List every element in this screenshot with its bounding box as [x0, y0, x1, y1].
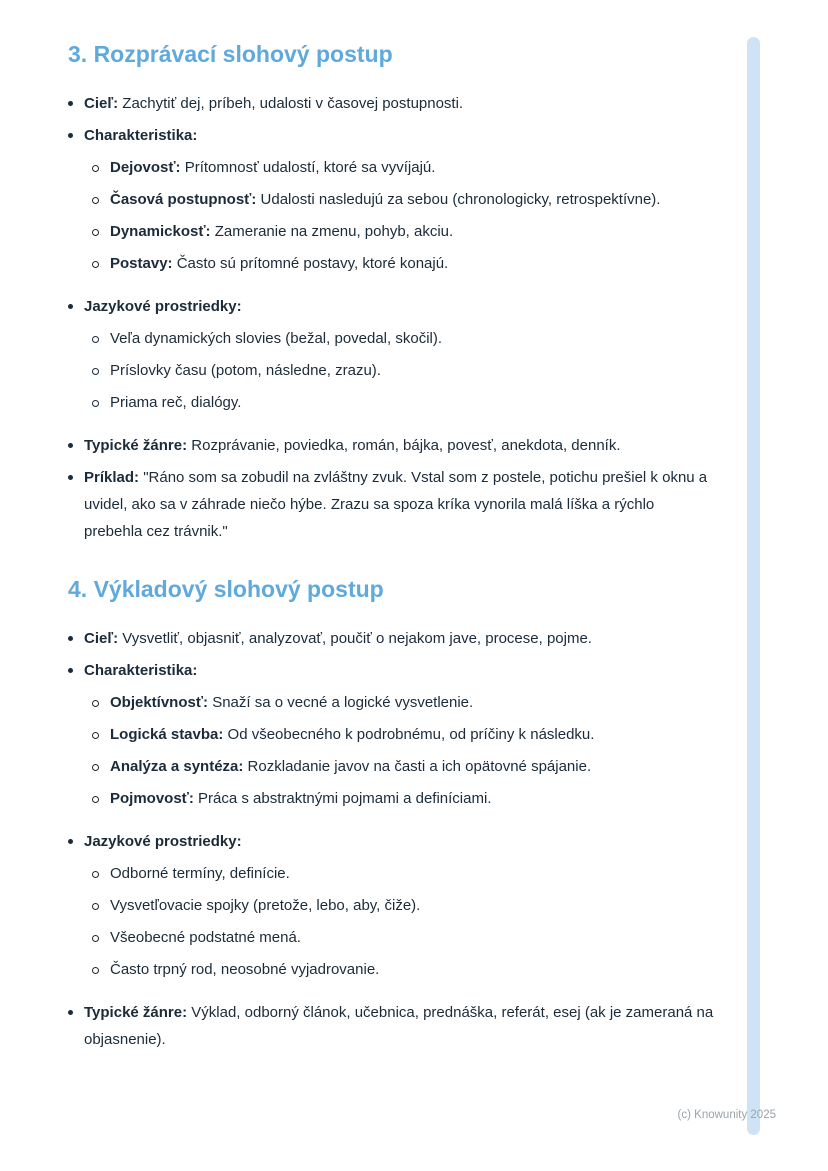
item-label: Dynamickosť: [110, 223, 211, 240]
item-body-text: Od všeobecného k podrobnému, od príčiny k následku. [223, 726, 595, 743]
list-item-text [110, 785, 716, 812]
list-item-text [84, 293, 716, 320]
sub-list [68, 689, 716, 812]
circle-bullet-icon [92, 732, 99, 739]
item-body-text: Zachytiť dej, príbeh, udalosti v časovej postupnosti. [118, 95, 464, 112]
list-item-text [84, 464, 716, 545]
list-item [68, 90, 716, 117]
sub-list-item [92, 753, 716, 780]
sub-list-item [92, 924, 716, 951]
list-item-text [110, 218, 716, 245]
item-body-text: Vysvetľovacie spojky (pretože, lebo, aby, čiže). [110, 897, 421, 914]
item-label: Typické žánre: [84, 437, 188, 454]
side-stripe [747, 37, 760, 1135]
item-label: Jazykové prostriedky: [84, 833, 242, 850]
circle-bullet-icon [92, 336, 99, 343]
list-item-text [110, 325, 716, 352]
bullet-icon [68, 443, 73, 448]
sub-list-item [92, 892, 716, 919]
sub-list [68, 325, 716, 416]
list-item-text [110, 753, 716, 780]
list-item-text [110, 860, 716, 887]
sub-list-item [92, 250, 716, 277]
sub-list [68, 154, 716, 277]
section-heading: 4. Výkladový slohový postup [68, 576, 384, 602]
list-item-text [84, 122, 716, 149]
circle-bullet-icon [92, 871, 99, 878]
sub-list-item [92, 860, 716, 887]
bullet-icon [68, 133, 73, 138]
sub-list-item [92, 218, 716, 245]
bullet-icon [68, 475, 73, 480]
item-label: Logická stavba: [110, 726, 224, 743]
list-item-text [110, 389, 716, 416]
list-item-text [84, 625, 716, 652]
sub-list-item [92, 154, 716, 181]
list-item-text [110, 924, 716, 951]
circle-bullet-icon [92, 700, 99, 707]
item-label: Charakteristika: [84, 662, 198, 679]
item-body-text: Často sú prítomné postavy, ktoré konajú. [172, 255, 449, 272]
sub-list-item [92, 389, 716, 416]
item-body-text: Veľa dynamických slovies (bežal, povedal, skočil). [110, 330, 443, 347]
list-item [68, 828, 716, 855]
item-body-text: Často trpný rod, neosobné vyjadrovanie. [110, 961, 380, 978]
circle-bullet-icon [92, 967, 99, 974]
item-body-text: Príslovky času (potom, následne, zrazu). [110, 362, 381, 379]
circle-bullet-icon [92, 796, 99, 803]
item-label: Charakteristika: [84, 127, 198, 144]
bullet-icon [68, 668, 73, 673]
item-body-text: Snaží sa o vecné a logické vysvetlenie. [208, 694, 474, 711]
circle-bullet-icon [92, 935, 99, 942]
circle-bullet-icon [92, 229, 99, 236]
circle-bullet-icon [92, 261, 99, 268]
list-item [68, 999, 716, 1053]
item-body-text: Práca s abstraktnými pojmami a definíciami. [193, 790, 492, 807]
circle-bullet-icon [92, 368, 99, 375]
list-item-text [110, 956, 716, 983]
item-label: Typické žánre: [84, 1004, 188, 1021]
item-body-text: Prítomnosť udalostí, ktoré sa vyvíjajú. [180, 159, 436, 176]
sub-list-item [92, 721, 716, 748]
circle-bullet-icon [92, 165, 99, 172]
list-item-text [84, 432, 716, 459]
document-section [68, 575, 716, 1053]
item-body-text: Priama reč, dialógy. [110, 394, 242, 411]
item-label: Analýza a syntéza: [110, 758, 244, 775]
sub-list-item [92, 689, 716, 716]
sub-list-item [92, 956, 716, 983]
circle-bullet-icon [92, 903, 99, 910]
bullet-icon [68, 101, 73, 106]
sub-list-item [92, 357, 716, 384]
circle-bullet-icon [92, 197, 99, 204]
item-label: Cieľ: [84, 630, 119, 647]
item-label: Cieľ: [84, 95, 119, 112]
list-item [68, 625, 716, 652]
item-body-text: Výklad, odborný článok, učebnica, prednáška, referát, esej (ak je zameraná na objasnenie). [84, 1004, 714, 1048]
item-body-text: Všeobecné podstatné mená. [110, 929, 301, 946]
item-body-text: Udalosti nasledujú za sebou (chronologicky, retrospektívne). [256, 191, 661, 208]
bullet-icon [68, 636, 73, 641]
item-label: Objektívnosť: [110, 694, 209, 711]
list-item-text [110, 892, 716, 919]
list-item-text [84, 999, 716, 1053]
list-item-text [110, 721, 716, 748]
item-label: Príklad: [84, 469, 140, 486]
circle-bullet-icon [92, 764, 99, 771]
document-content [68, 40, 716, 1061]
item-body-text: "Ráno som sa zobudil na zvláštny zvuk. Vstal som z postele, potichu prešiel k oknu a uvidel, ako sa v záhrade niečo hýbe. Zrazu sa spoza kríka vynorila malá líška a rýchlo prebehla cez trávnik." [84, 469, 708, 540]
sub-list-item [92, 785, 716, 812]
item-body-text: Rozkladanie javov na časti a ich opätovné spájanie. [243, 758, 592, 775]
sub-list-item [92, 186, 716, 213]
list-item [68, 293, 716, 320]
item-label: Postavy: [110, 255, 173, 272]
bullet-icon [68, 839, 73, 844]
list-item-text [84, 828, 716, 855]
item-body-text: Rozprávanie, poviedka, román, bájka, povesť, anekdota, denník. [187, 437, 621, 454]
item-label: Dejovosť: [110, 159, 181, 176]
list-item-text [110, 154, 716, 181]
list-item-text [110, 357, 716, 384]
circle-bullet-icon [92, 400, 99, 407]
list-item [68, 122, 716, 149]
list-item-text [110, 689, 716, 716]
item-body-text: Vysvetliť, objasniť, analyzovať, poučiť o nejakom jave, procese, pojme. [118, 630, 592, 647]
item-label: Časová postupnosť: [110, 191, 257, 208]
list-item-text [110, 186, 716, 213]
list-item [68, 464, 716, 545]
bullet-icon [68, 1010, 73, 1015]
item-body-text: Odborné termíny, definície. [110, 865, 290, 882]
section-heading: 3. Rozprávací slohový postup [68, 41, 393, 67]
list-item [68, 657, 716, 684]
item-body-text: Zameranie na zmenu, pohyb, akciu. [210, 223, 454, 240]
list-item-text [84, 90, 716, 117]
bullet-icon [68, 304, 73, 309]
item-label: Jazykové prostriedky: [84, 298, 242, 315]
list-item [68, 432, 716, 459]
list-item-text [84, 657, 716, 684]
document-section [68, 40, 716, 545]
item-label: Pojmovosť: [110, 790, 194, 807]
sub-list-item [92, 325, 716, 352]
copyright-footer: (c) Knowunity 2025 [677, 1109, 776, 1121]
sub-list [68, 860, 716, 983]
list-item-text [110, 250, 716, 277]
